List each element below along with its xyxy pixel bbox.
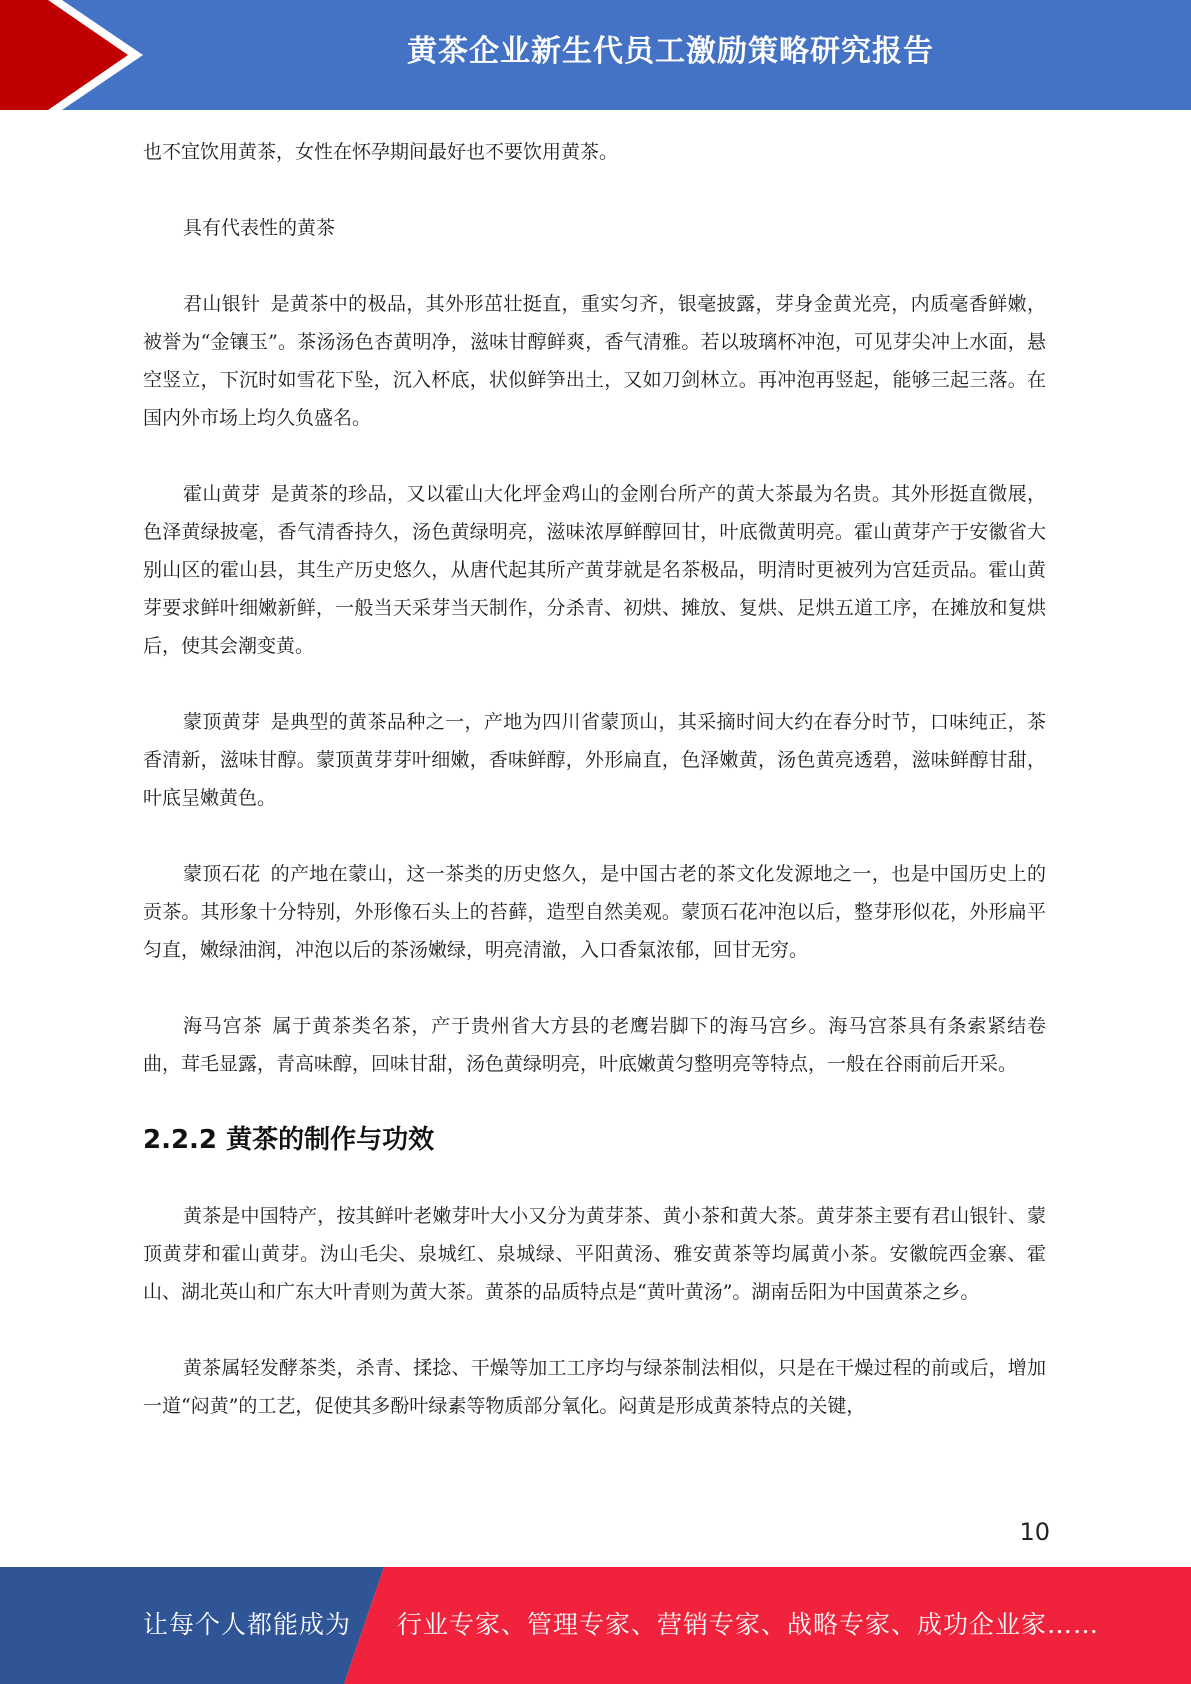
document-body <box>143 133 1046 1425</box>
tea-term: 蒙顶黄芽 <box>183 711 261 733</box>
page-header <box>0 0 1191 110</box>
report-title: 黄茶企业新生代员工激励策略研究报告 <box>407 34 934 69</box>
tea-term: 海马宫茶 <box>183 1015 263 1037</box>
tea-description: 属于黄茶类名茶，产于贵州省大方县的老鹰岩脚下的海马宫乡。海马宫茶具有条索紧结卷曲，茸毛显露，青高味醇，回味甘甜，汤色黄绿明亮，叶底嫩黄匀整明亮等特点，一般在谷雨前后开采。 <box>143 1015 1046 1075</box>
paragraph-yellow-tea-process: 黄茶属轻发酵茶类，杀青、揉捻、干燥等加工工序均与绿茶制法相似，只是在干燥过程的前或后，增加一道“闷黄”的工艺，促使其多酚叶绿素等物质部分氧化。闷黄是形成黄茶特点的关键， <box>143 1357 1046 1417</box>
tea-term: 蒙顶石花 <box>183 863 261 885</box>
paragraph-continuation: 也不宜饮用黄茶，女性在怀孕期间最好也不要饮用黄茶。 <box>143 141 619 163</box>
footer-slogan-left: 让每个人都能成为 <box>143 1610 352 1639</box>
footer-slogan-right: 行业专家、管理专家、营销专家、战略专家、成功企业家…… <box>397 1610 1100 1639</box>
tea-description: 是典型的黄茶品种之一，产地为四川省蒙顶山，其采摘时间大约在春分时节，口味纯正，茶香清新，滋味甘醇。蒙顶黄芽芽叶细嫩，香味鲜醇，外形扁直，色泽嫩黄，汤色黄亮透碧，滋味鲜醇甘甜，叶底呈嫩黄色。 <box>143 711 1046 809</box>
tea-term: 霍山黄芽 <box>183 483 261 505</box>
paragraph-junshan-yinzhen <box>143 285 1046 437</box>
paragraph-yellow-tea-types: 黄茶是中国特产，按其鲜叶老嫩芽叶大小又分为黄芽茶、黄小茶和黄大茶。黄芽茶主要有君山银针、蒙顶黄芽和霍山黄芽。沩山毛尖、泉城红、泉城绿、平阳黄汤、雅安黄茶等均属黄小茶。安徽皖西金寨、霍山、湖北英山和广东大叶青则为黄大茶。黄茶的品质特点是“黄叶黄汤”。湖南岳阳为中国黄茶之乡。 <box>143 1205 1046 1303</box>
tea-term: 君山银针 <box>183 293 261 315</box>
tea-description: 是黄茶的珍品，又以霍山大化坪金鸡山的金刚台所产的黄大茶最为名贵。其外形挺直微展，色泽黄绿披毫，香气清香持久，汤色黄绿明亮，滋味浓厚鲜醇回甘，叶底微黄明亮。霍山黄芽产于安徽省大别山区的霍山县，其生产历史悠久，从唐代起其所产黄芽就是名茶极品，明清时更被列为宫廷贡品。霍山黄芽要求鲜叶细嫩新鲜，一般当天采芽当天制作，分杀青、初烘、摊放、复烘、足烘五道工序，在摊放和复烘后，使其会潮变黄。 <box>143 483 1046 657</box>
paragraph-huoshan-huangya <box>143 475 1046 665</box>
paragraph-mengding-shihua <box>143 855 1046 969</box>
tea-description: 是黄茶中的极品，其外形茁壮挺直，重实匀齐，银毫披露，芽身金黄光亮，内质毫香鲜嫩，被誉为“金镶玉”。茶汤汤色杏黄明净，滋味甘醇鲜爽，香气清雅。若以玻璃杯冲泡，可见芽尖冲上水面，悬空竖立，下沉时如雪花下坠，沉入杯底，状似鲜笋出土，又如刀剑林立。再冲泡再竖起，能够三起三落。在国内外市场上均久负盛名。 <box>143 293 1046 429</box>
page-number: 10 <box>1019 1518 1050 1546</box>
section-heading: 2.2.2 黄茶的制作与功效 <box>143 1125 435 1155</box>
tea-description: 的产地在蒙山，这一茶类的历史悠久，是中国古老的茶文化发源地之一，也是中国历史上的贡茶。其形象十分特别，外形像石头上的苔藓，造型自然美观。蒙顶石花冲泡以后，整芽形似花，外形扁平匀直，嫩绿油润，冲泡以后的茶汤嫩绿，明亮清澈，入口香氣浓郁，回甘无穷。 <box>143 863 1046 961</box>
paragraph-haimagong-tea <box>143 1007 1046 1083</box>
subheading-representative-teas: 具有代表性的黄茶 <box>183 217 336 239</box>
paragraph-mengding-huangya <box>143 703 1046 817</box>
page-footer <box>0 1567 1191 1684</box>
